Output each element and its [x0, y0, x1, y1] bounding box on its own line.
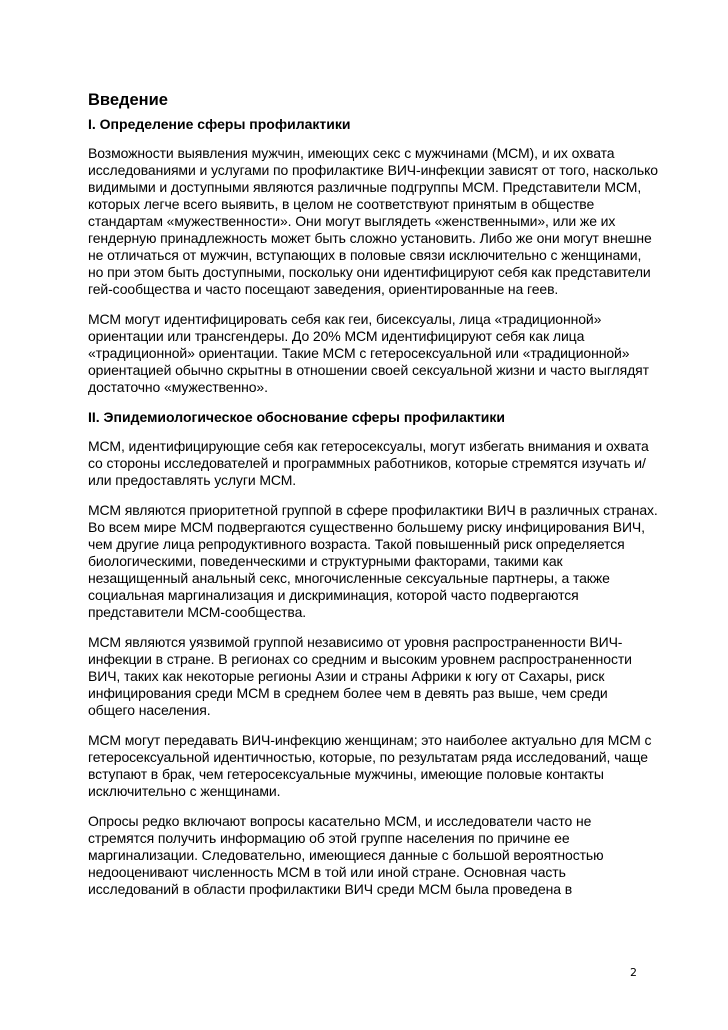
section-heading-epidemiology: II. Эпидемиологическое обоснование сферы профилактики [88, 409, 506, 425]
document-body [88, 90, 658, 911]
paragraph: МСМ могут передавать ВИЧ-инфекцию женщинам; это наиболее актуально для МСМ с гетеросексуальной идентичностью, которые, по результатам ряда исследований, чаще вступают в брак, чем гетеросексуальные мужчины, имеющие половые контакты исключительно с женщинами. [88, 732, 652, 799]
paragraph: МСМ являются приоритетной группой в сфере профилактики ВИЧ в различных странах. Во всем мире МСМ подвергаются существенно большему риску инфицирования ВИЧ, чем другие лица репродуктивного возраста. Такой повышенный риск определяется биологическими, поведенческими и структурными факторами, такими как незащищенный анальный секс, многочисленные сексуальные партнеры, а также социальная маргинализация и дискриминация, которой часто подвергаются представители МСМ-сообщества. [88, 502, 658, 620]
paragraph: МСМ, идентифицирующие себя как гетеросексуалы, могут избегать внимания и охвата со стороны исследователей и программных работников, которые стремятся изучать и/или предоставлять услуги МСМ. [88, 438, 649, 488]
paragraph: МСМ являются уязвимой группой независимо от уровня распространенности ВИЧ-инфекции в стране. В регионах со средним и высоким уровнем распространенности ВИЧ, таких как некоторые регионы Азии и страны Африки к югу от Сахары, риск инфицирования среди МСМ в среднем более чем в девять раз выше, чем среди общего населения. [88, 634, 632, 718]
paragraph: Возможности выявления мужчин, имеющих секс с мужчинами (МСМ), и их охвата исследованиями и услугами по профилактике ВИЧ-инфекции зависят от того, насколько видимыми и доступными являются различные подгруппы МСМ. Представители МСМ, которых легче всего выявить, в целом не соответствуют принятым в обществе стандартам «мужественности». Они могут выглядеть «женственными», или же их гендерную принадлежность может быть сложно установить. Либо же они могут внешне не отличаться от мужчин, вступающих в половые связи исключительно с женщинами, но при этом быть доступными, поскольку они идентифицируют себя как представители гей-сообщества и часто посещают заведения, ориентированные на геев. [88, 145, 658, 297]
paragraph: Опросы редко включают вопросы касательно МСМ, и исследователи часто не стремятся получить информацию об этой группе населения по причине ее маргинализации. Следовательно, имеющиеся данные с большой вероятностью недооценивают численность МСМ в той или иной стране. Основная часть исследований в области профилактики ВИЧ среди МСМ была проведена в [88, 813, 604, 897]
section-heading-definition: I. Определение сферы профилактики [88, 116, 351, 132]
document-title: Введение [88, 91, 168, 109]
paragraph: МСМ могут идентифицировать себя как геи, бисексуалы, лица «традиционной» ориентации или трансгендеры. До 20% МСМ идентифицируют себя как лица «традиционной» ориентации. Такие МСМ с гетеросексуальной или «традиционной» ориентацией обычно скрытны в отношении своей сексуальной жизни и часто выглядят достаточно «мужественно». [88, 311, 649, 395]
page-number: 2 [630, 966, 637, 979]
